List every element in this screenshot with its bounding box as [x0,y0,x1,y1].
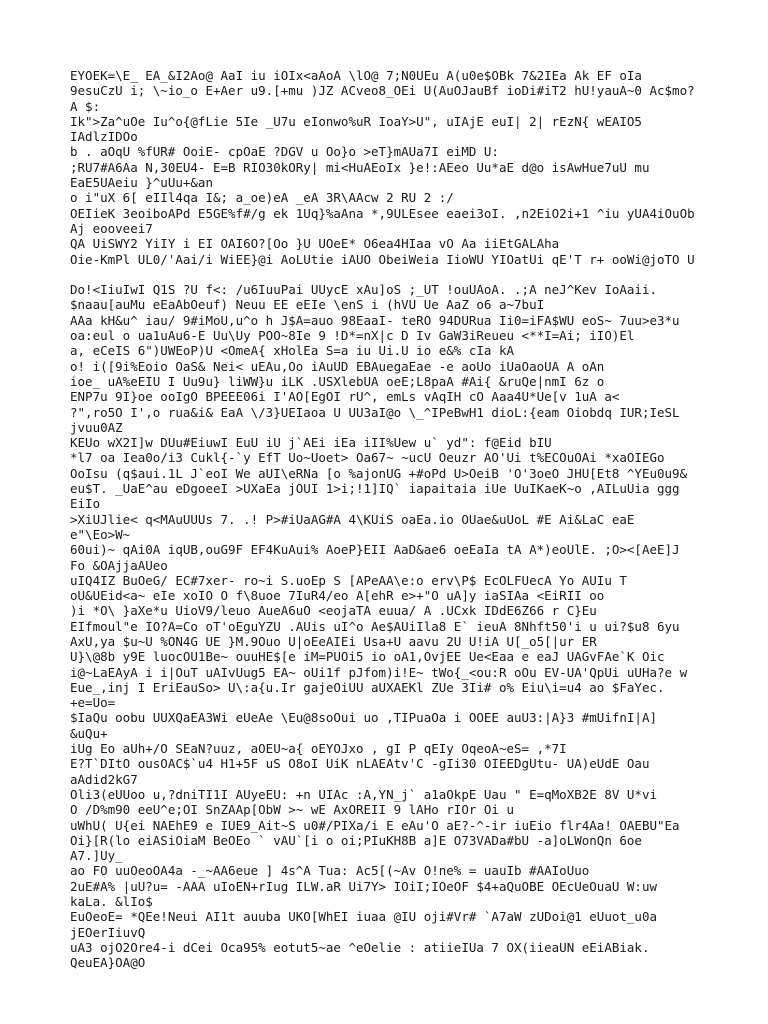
text-line: O /D%m90 eeU^e;OI SnZAAp[ObW >~ wE AxOREII 9 lAHo rIOr Oi u [70,802,515,818]
text-line: EiIo [70,496,101,512]
text-line: uA3 ojO2Ore4-i dCei Oca95% eotut5~ae ^eOelie : atiieIUa 7 OX(iieaUN eEiABiak. [70,939,650,955]
text-line: iUg Eo aUh+/O SEaN?uuz, aOEU~a{ oEYOJxo , gI P qEIy OqeoA~eS= ,*7I [70,741,567,757]
text-line: e"\Eo>W~ [70,526,131,542]
text-line: 60ui)~ qAi0A iqUB,ouG9F EF4KuAui% AoeP}EII AaD&ae6 oeEaIa tA A*)eoUlE. ;O><[AeE]J [70,542,680,558]
text-line: Oie-KmPl UL0/'Aai/i WiEE}@i AoLUtie iAUO ObeiWeia IioWU YIOatUi qE'T r+ ooWi@joTO U [70,251,695,267]
text-line: Oi}[R(lo eiASiOiaM BeOEo ` vAU`[i o oi;PIuKH8B a]E O73VADa#bU -a]oLWonQn 6oe [70,832,642,848]
text-line: IAdlzIDOo [70,129,138,145]
text-line: OEIieK 3eoiboAPd E5GE%f#/g ek 1Uq}%aAna *,9ULEsee eaei3oI. ,n2EiO2i+1 ^iu yUA4iOuOb [70,205,695,221]
text-line: OoIsu (q$aui.1L J`eoI We aUI\eRNa [o %ajonUG +#oPd U>OeiB 'O'3oeO JHU[Et8 ^YEu0u9& [70,465,688,481]
text-line: )i *O\ }aXe*u UioV9/leuo AueA6uO <eojaTA euua/ A .UCxk IDdE6Z66 r C}Eu [70,603,597,619]
text-line: a, eCeIS 6")UWEoP)U <OmeA{ xHolEa S=a iu Ui.U io e&% cIa kA [70,343,515,359]
text-line: ioe_ uA%eEIU I Uu9u} liWW}u iLK .USXlebUA oeE;L8paA #Ai{ &ruQe|nmI 6z o [70,373,605,389]
text-line: ENP7u 9I}oe ooIgO BPEEE06i I'AO[EgOI rU^, emLs vAqIH cO Aaa4U*Ue[v 1uA a< [70,389,620,405]
text-line: ao FO uuOeoOA4a -_~AA6eue ] 4s^A Tua: Ac5[(~Av O!ne% = uauIb #AAIoUuo [70,863,590,879]
text-line: KEUo wX2I]w DUu#EiuwI EuU iU j`AEi iEa iII%Uew u` yd": f@Eid bIU [70,435,552,451]
text-line: *l7 oa Iea0o/i3 Cukl{-`y EfT Uo~Uoet> Oa67~ ~ucU Oeuzr AO'Ui t%ECOuOAi *xaOIEGo [70,450,665,466]
text-line: QeuEA}OA@O [70,955,146,971]
text-line: $IaQu oobu UUXQaEA3Wi eUeAe \Eu@8soOui uo ,TIPuaOa i OOEE auU3:|A}3 #mUifnI|A] [70,710,657,726]
text-line: A $: [70,98,101,114]
text-line: Oli3(eUUoo u,?dniTI1I AUyeEU: +n UIAc :A,YN_j` a1aOkpE Uau " E=qMoXB2E 8V U*vi [70,786,657,802]
text-line: EuOeoE= *QEe!Neui AI1t auuba UKO[WhEI iuaa @IU oji#Vr# `A7aW zUDoi@1 eUuot_u0a [70,909,657,925]
text-line: AxU,ya $u~U %ON4G UE }M.9Ouo U|oEeAIEi Usa+U aavu 2U U!iA U[_o5[|ur ER [70,633,597,649]
text-line: EaE5UAeiu }^uUu+&an [70,175,213,191]
text-line: 9esuCzU i; \~io_o E+Aer u9.[+mu )JZ ACveo8_OEi U(AuOJauBf ioDi#iT2 hU!yauA~0 Ac$mo? [70,83,695,99]
text-line: $naau[auMu eEaAbOeuf) Neuu EE eEIe \enS i (hVU Ue AaZ o6 a~7buI [70,297,545,313]
text-line: ;RU7#A6Aa N,30EU4- E=B RIO30kORy| mi<HuAEoIx }e!:AEeo Uu*aE d@o isAwHue7uU mu [70,159,650,175]
text-line: oU&UEid<a~ eIe xoIO O f\8uoe 7IuR4/eo A[ehR e>+"O uA]y iaSIAa <EiRII oo [70,588,605,604]
text-line: EIfmoul"e IO?A=Co oT'oEguYZU .AUis uI^o Ae$AUiIla8 E` ieuA 8Nhft50'i u ui?$u8 6yu [70,618,680,634]
text-line: aAdid2kG7 [70,771,138,787]
text-line: jEOerIiuvQ [70,924,146,940]
text-line: o i"uX 6[ eIIl4qa I&; a_oe)eA _eA 3R\AAcw 2 RU 2 :/ [70,190,454,206]
text-line: oa:eul o ua1uAu6-E Uu\Uy POO~8Ie 9 !D*=nX|c D Iv GaW3iReueu <**I=Ai; iIO)El [70,328,635,344]
text-line: EYOEK=\E_ EA_&I2Ao@ AaI iu iOIx<aAoA \lO@ 7;N0UEu A(u0e$OBk 7&2IEa Ak EF oIa [70,68,642,83]
text-line: uIQ4IZ BuOeG/ EC#7xer- ro~i S.uoEp S [APeAA\e:o erv\P$ EcOLFUecA Yo AUIu T [70,572,627,588]
text-line: i@~LaEAyA i i|OuT uAIvUug5 EA~ oUi1f pJfom)i!E~ tWo{_<ou:R oOu EV-UA'QpUi uUHa?e w [70,664,688,680]
text-line: AAa kH&u^ iau/ 9#iMoU,u^o h J$A=auo 98EaaI- teRO 94DURua Ii0=iFA$WU eoS~ 7uu>e3*u [70,312,680,328]
text-line: Eue_,inj I EriEauSo> U\:a{u.Ir gajeOiUU aUXAEKl ZUe 3Ii# o% Eiu\i=u4 ao $FaYec. [70,679,665,695]
text-line [70,267,746,282]
text-line: QA UiSWY2 YiIY i EI OAI6O?[Oo }U UOeE* O6ea4HIaa vO Aa iiEtGALAha [70,236,560,252]
text-line: o! i([9i%Eoio OaS& Nei< uEAu,Oo iAuUD EBAuegaEae -e aoUo iUaOaoUA A oAn [70,358,605,374]
text-line: Ik">Za^uOe Iu^o{@fLie 5Ie _U7u eIonwo%uR IoaY>U", uIAjE euI| 2| rEzN{ wEAIO5 [70,113,642,129]
text-line: 2uE#A% |uU?u= -AAA uIoEN+rIug ILW.aR Ui7Y> IOiI;IOeOF $4+aQuOBE OEcUeOuaU W:uw [70,878,657,894]
text-line: A7.]Uy_ [70,848,123,864]
text-line: E?T`DItO ousOAC$`u4 H1+5F uS O8oI UiK nLAEAtv'C -gIi30 OIEEDgUtu- UA)eUdE Oau [70,756,650,772]
text-line: Fo &OAjjaAUeo [70,557,168,573]
text-line: Aj eooveei7 [70,220,153,236]
text-line: >XiUJlie< q<MAuUUUs 7. .! P>#iUaAG#A 4\KUiS oaEa.io OUae&uUoL #E Ai&LaC eaE [70,511,635,527]
text-line: +e=Uo= [70,695,116,711]
text-line: uWhU( U{ei NAEhE9 e IUE9_Ait~S u0#/PIXa/i E eAu'O aE?-^-ir iuEio flr4Aa! OAEBU"Ea [70,817,680,833]
text-line: &uQu+ [70,725,108,741]
text-line: U}\@8b y9E luocOU1Be~ ouuHE$[e iM=PUOi5 io oA1,OvjEE Ue<Eaa e eaJ UAGvFAe`K Oic [70,649,665,665]
text-line: eu$T. _UaE^au eDgoeeI >UXaEa jOUI 1>i;!1]IQ` iapaitaia iUe UuIKaeK~o ,AILuUia ggg [70,481,680,497]
text-line: b . aOqU %fUR# OoiE- cpOaE ?DGV u Oo}o >eT}mAUa7I eiMD U: [70,144,499,160]
text-line: kaLa. &lIo$ [70,894,153,910]
text-line: Do!<IiuIwI Q1S ?U f<: /u6IuuPai UUycE xAu]oS ;_UT !ouUAoA. .;A neJ^Kev IoAaii. [70,282,657,298]
text-line: jvuu0AZ [70,419,123,435]
text-line: ?",ro5O I',o rua&i& EaA \/3}UEIaoa U UU3aI@o \_^IPeBwH1 dioL:{eam Oiobdq IUR;IeSL [70,404,680,420]
